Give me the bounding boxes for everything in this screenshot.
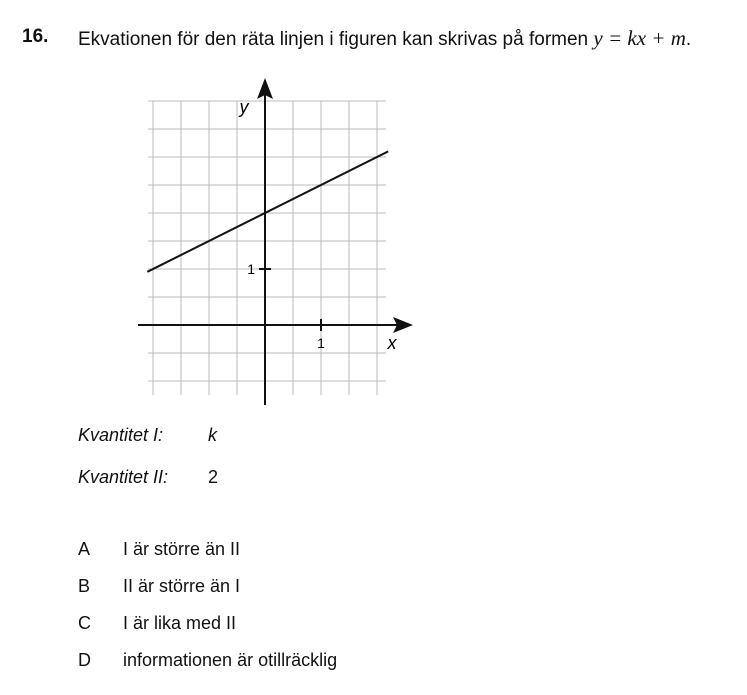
question-formula: y = kx + m [593, 26, 686, 50]
option-b-letter: B [78, 576, 91, 596]
quantity-2-label: Kvantitet II: [78, 467, 169, 487]
question-text-end: . [685, 29, 692, 50]
option-d-letter: D [78, 650, 91, 670]
option-a-text: I är större än II [123, 539, 241, 559]
option-b-text: II är större än I [123, 576, 241, 596]
x-axis-label: x [387, 333, 397, 353]
coordinate-graph [135, 75, 425, 410]
option-c-text: I är lika med II [123, 613, 237, 633]
option-d[interactable] [78, 650, 338, 671]
option-a[interactable] [78, 539, 241, 560]
quantity-1-value: k [208, 425, 217, 445]
option-d-text: informationen är otillräcklig [123, 650, 338, 670]
question-text-main: Ekvationen för den räta linjen i figuren kan skrivas på formen [78, 29, 589, 50]
option-a-letter: A [78, 539, 91, 559]
y-tick-label: 1 [247, 261, 255, 277]
option-c[interactable] [78, 613, 237, 634]
y-axis-label: y [239, 97, 249, 117]
quantity-1 [78, 425, 217, 446]
question-number: 16. [22, 26, 49, 47]
grid [148, 101, 386, 395]
x-tick-label: 1 [317, 335, 325, 351]
straight-line [147, 151, 388, 271]
quantity-1-label: Kvantitet I: [78, 425, 164, 445]
quantity-2-value: 2 [208, 467, 219, 487]
quantity-2 [78, 467, 219, 488]
option-b[interactable] [78, 576, 241, 597]
question-text [78, 26, 691, 51]
option-c-letter: C [78, 613, 91, 633]
